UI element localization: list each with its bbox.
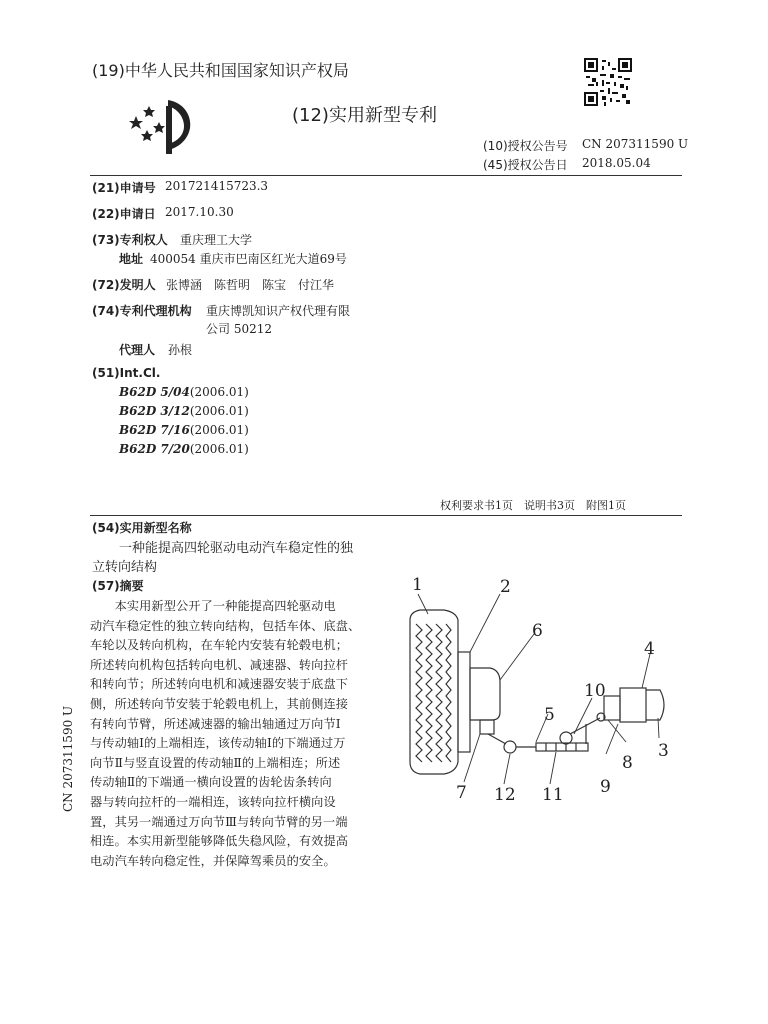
ipc-entry: B62D 7/20(2006.01) — [119, 442, 249, 456]
application-number: 201721415723.3 — [165, 179, 269, 193]
agency-line-2: 公司 50212 — [206, 322, 272, 336]
cnipa-logo — [126, 96, 196, 156]
qr-code — [584, 58, 632, 106]
title-label: (54)实用新型名称 — [92, 521, 192, 535]
publication-number: CN 207311590 U — [582, 137, 689, 151]
title-line-1: 一种能提高四轮驱动电动汽车稳定性的独 — [119, 541, 354, 556]
application-date-label: (22)申请日 — [92, 207, 156, 221]
inventors: 张博涵 陈哲明 陈宝 付江华 — [166, 278, 335, 292]
abstract-figure — [396, 572, 696, 832]
mid-rule — [90, 515, 682, 516]
agent: 孙根 — [168, 343, 193, 357]
label-6: 6 — [532, 621, 543, 641]
agency-label: (74)专利代理机构 — [92, 304, 192, 318]
label-5: 5 — [544, 705, 555, 725]
label-11: 11 — [542, 785, 564, 805]
label-3: 3 — [658, 741, 669, 761]
publication-date: 2018.05.04 — [582, 156, 651, 170]
ipc-label: (51)Int.Cl. — [92, 366, 161, 380]
application-number-label: (21)申请号 — [92, 181, 156, 195]
agent-label: 代理人 — [119, 343, 156, 357]
abstract-label: (57)摘要 — [92, 579, 144, 593]
page-counts: 权利要求书1页 说明书3页 附图1页 — [440, 499, 626, 512]
label-8: 8 — [622, 753, 633, 773]
header-rule — [90, 175, 682, 176]
label-12: 12 — [494, 785, 516, 805]
document-type: (12)实用新型专利 — [292, 105, 437, 126]
title-line-2: 立转向结构 — [92, 560, 158, 575]
office-name: (19)中华人民共和国国家知识产权局 — [92, 61, 349, 80]
label-9: 9 — [600, 777, 611, 797]
publication-date-label: (45)授权公告日 — [483, 158, 568, 172]
label-7: 7 — [456, 783, 467, 803]
agency-line-1: 重庆博凯知识产权代理有限 — [206, 304, 351, 318]
label-2: 2 — [500, 577, 511, 597]
address: 400054 重庆市巴南区红光大道69号 — [150, 252, 347, 266]
label-4: 4 — [644, 639, 655, 659]
side-publication-number: CN 207311590 U — [61, 705, 75, 812]
label-10: 10 — [584, 681, 606, 701]
ipc-entry: B62D 3/12(2006.01) — [119, 404, 249, 418]
label-1: 1 — [412, 575, 423, 595]
ipc-entry: B62D 7/16(2006.01) — [119, 423, 249, 437]
ipc-entry: B62D 5/04(2006.01) — [119, 385, 249, 399]
address-label: 地址 — [119, 252, 144, 266]
patentee: 重庆理工大学 — [180, 233, 253, 247]
inventors-label: (72)发明人 — [92, 278, 156, 292]
publication-number-label: (10)授权公告号 — [483, 139, 568, 153]
patentee-label: (73)专利权人 — [92, 233, 168, 247]
abstract-body: 本实用新型公开了一种能提高四轮驱动电 动汽车稳定性的独立转向结构，包括车体、底盘、 车轮以及转向机构，在车轮内安装有轮毂电机； 所述转向机构包括转向电机、减速器、转向拉杆 和转向节；所述转向电机和减速器安装于底盘下 侧，所述转向节安装于轮毂电机上，其前侧连接 有转向节臂，所述减速器的输出轴通过万向节Ⅰ 与传动轴Ⅰ的上端相连，该传动轴Ⅰ的下端通过万 向节Ⅱ与竖直设置的传动轴Ⅱ的上端相连；所述 传动轴Ⅱ的下端通一横向设置的齿轮齿条转向 器与转向拉杆的一端相连，该转向拉杆横向设 置，其另一端通过万向节Ⅲ与转向节臂的另一端 相连。本实用新型能够降低失稳风险，有效提高 电动汽车转向稳定性，并保障驾乘员的安全。 — [90, 599, 361, 868]
application-date: 2017.10.30 — [165, 205, 234, 219]
